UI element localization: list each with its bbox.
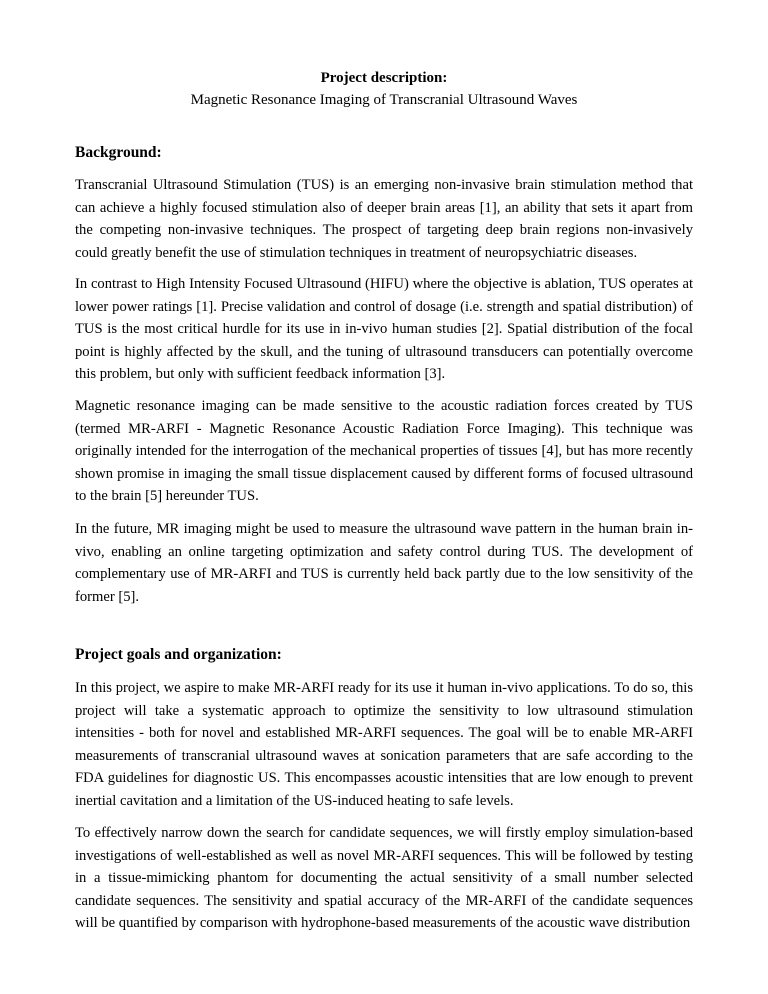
project-goals-paragraph-1: In this project, we aspire to make MR-ARFI ready for its use it human in-vivo applications. To do so, this project will take a systematic approach to optimize the sensitivity to low ultrasound stimulation intensities - both for novel and established MR-ARFI sequences. The goal will be to enable MR-ARFI measurements of transcranial ultrasound waves at sonication parameters that are safe according to the FDA guidelines for diagnostic US. This encompasses acoustic intensities that are low enough to prevent inertial cavitation and a limitation of the US-induced heating to safe levels. xyxy=(75,680,693,809)
background-paragraph-1: Transcranial Ultrasound Stimulation (TUS) is an emerging non-invasive brain stimulation method that can achieve a highly focused stimulation also of deeper brain areas [1], an ability that sets it apart from the competing non-invasive techniques. The prospect of targeting deep brain regions non-invasively could greatly benefit the use of stimulation techniques in treatment of neuropsychiatric diseases. xyxy=(75,177,693,261)
section-heading-background: Background: xyxy=(75,144,162,161)
background-paragraph-4: In the future, MR imaging might be used to measure the ultrasound wave pattern in the human brain in-vivo, enabling an online targeting optimization and safety control during TUS. The development of complementary use of MR-ARFI and TUS is currently held back partly due to the low sensitivity of the former [5]. xyxy=(75,521,693,605)
section-heading-project-goals: Project goals and organization: xyxy=(75,646,282,663)
background-paragraph-2: In contrast to High Intensity Focused Ultrasound (HIFU) where the objective is ablation, TUS operates at lower power ratings [1]. Precise validation and control of dosage (i.e. strength and spatial distribution) of TUS is the most critical hurdle for its use in in-vivo human studies [2]. Spatial distribution of the focal point is highly affected by the skull, and the tuning of ultrasound transducers can potentially overcome this problem, but only with sufficient feedback information [3]. xyxy=(75,276,693,383)
project-goals-paragraph-2: To effectively narrow down the search for candidate sequences, we will firstly employ simulation-based investigations of well-established as well as novel MR-ARFI sequences. This will be followed by testing in a tissue-mimicking phantom for documenting the actual sensitivity of a small number selected candidate sequences. The sensitivity and spatial accuracy of the MR-ARFI of the candidate sequences will be quantified by comparison with hydrophone-based measurements of the acoustic wave distribution xyxy=(75,825,693,932)
background-paragraph-3: Magnetic resonance imaging can be made sensitive to the acoustic radiation forces created by TUS (termed MR-ARFI - Magnetic Resonance Acoustic Radiation Force Imaging). This technique was originally intended for the interrogation of the mechanical properties of tissues [4], but has more recently shown promise in imaging the small tissue displacement caused by different forms of focused ultrasound to the brain [5] hereunder TUS. xyxy=(75,398,693,505)
document-title: Project description: xyxy=(320,70,448,86)
document-subtitle: Magnetic Resonance Imaging of Transcranial Ultrasound Waves xyxy=(190,92,578,108)
